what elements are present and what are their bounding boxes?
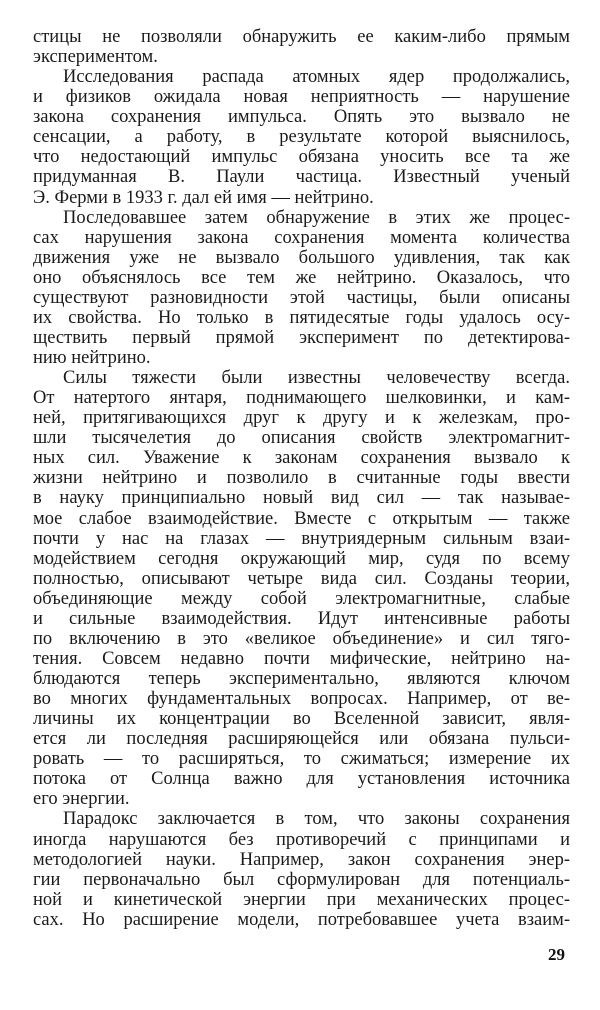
text-line: их свойства. Но только в пятидесятые годы удалось осу-	[33, 307, 570, 328]
text-line: ных сил. Уважение к законам сохранения вызвало к	[33, 448, 570, 469]
text-line: Последовавшее затем обнаружение в этих же процес-	[63, 207, 570, 228]
text-line: его энергии.	[33, 789, 130, 810]
text-line: Исследования распада атомных ядер продолжались,	[63, 67, 570, 88]
text-line: стицы не позволяли обнаружить ее каким-либо прямым	[33, 27, 570, 47]
text-line: по включению в это «великое объединение» и сил тяго-	[33, 628, 570, 649]
text-line: сенсации, а работу, в результате которой выяснилось,	[33, 127, 570, 148]
text-line: Силы тяжести были известны человечеству всегда.	[63, 368, 570, 389]
text-line: Парадокс заключается в том, что законы сохранения	[63, 809, 570, 830]
paragraph	[33, 67, 570, 207]
text-line: в науку принципиально новый вид сил — так называе-	[33, 488, 570, 509]
paragraph	[33, 27, 570, 67]
text-line: во многих фундаментальных вопросах. Например, от ве-	[33, 689, 570, 710]
text-line: От натертого янтаря, поднимающего шелковинки, и кам-	[33, 388, 570, 409]
text-line: что недостающий импульс обязана уносить все та же	[33, 147, 570, 168]
text-line: личины их концентрации во Вселенной зависит, явля-	[33, 709, 570, 730]
text-line: жизни нейтрино и позволило в считанные годы ввести	[33, 468, 570, 489]
text-line: ной и кинетической энергии при механических процес-	[33, 889, 570, 910]
page-number: 29	[548, 945, 565, 964]
paragraph	[33, 208, 570, 369]
text-line: модействием сегодня окружающий мир, судя по всему	[33, 548, 570, 569]
text-line: ществить первый прямой эксперимент по детектирова-	[33, 327, 570, 348]
paragraph	[33, 809, 570, 929]
page-body	[33, 27, 570, 930]
text-line: сах нарушения закона сохранения момента количества	[33, 227, 570, 248]
text-line: методологией науки. Например, закон сохранения энер-	[33, 849, 570, 870]
text-line: ней, притягивающихся друг к другу и к железкам, про-	[33, 408, 570, 429]
text-line: движения уже не вызвало большого удивления, так как	[33, 247, 570, 268]
text-line: ровать — то расширяться, то сжиматься; измерение их	[33, 749, 570, 770]
text-line: и физиков ожидала новая неприятность — нарушение	[33, 87, 570, 108]
text-line: придуманная В. Паули частица. Известный ученый	[33, 167, 570, 188]
text-line: тения. Совсем недавно почти мифические, нейтрино на-	[33, 648, 570, 669]
text-line: сах. Но расширение модели, потребовавшее учета взаим-	[33, 909, 570, 930]
text-line: закона сохранения импульса. Опять это вызвало не	[33, 107, 570, 128]
paragraph	[33, 368, 570, 809]
text-line: существуют разновидности этой частицы, были описаны	[33, 287, 570, 308]
text-line: полностью, описывают четыре вида сил. Созданы теории,	[33, 568, 570, 589]
text-line: гии первоначально был сформулирован для потенциаль-	[33, 869, 570, 890]
text-line: нию нейтрино.	[33, 348, 151, 368]
text-line: блюдаются теперь экспериментально, являются ключом	[33, 669, 570, 689]
text-line: оно объяснялось все тем же нейтрино. Оказалось, что	[33, 267, 570, 288]
text-line: почти у нас на глазах — внутриядерным сильным взаи-	[33, 528, 570, 549]
text-line: мое слабое взаимодействие. Вместе с открытым — также	[33, 508, 570, 529]
text-line: шли тысячелетия до описания свойств электромагнит-	[33, 428, 570, 449]
text-line: экспериментом.	[33, 47, 158, 68]
text-line: объединяющие между собой электромагнитные, слабые	[33, 588, 570, 609]
text-line: Э. Ферми в 1933 г. дал ей имя — нейтрино.	[33, 187, 374, 208]
text-line: ется ли последняя расширяющейся или обязана пульси-	[33, 729, 570, 750]
text-line: потока от Солнца важно для установления источника	[33, 769, 570, 790]
text-line: и сильные взаимодействия. Идут интенсивные работы	[33, 608, 570, 629]
text-line: иногда нарушаются без противоречий с принципами и	[33, 829, 570, 850]
